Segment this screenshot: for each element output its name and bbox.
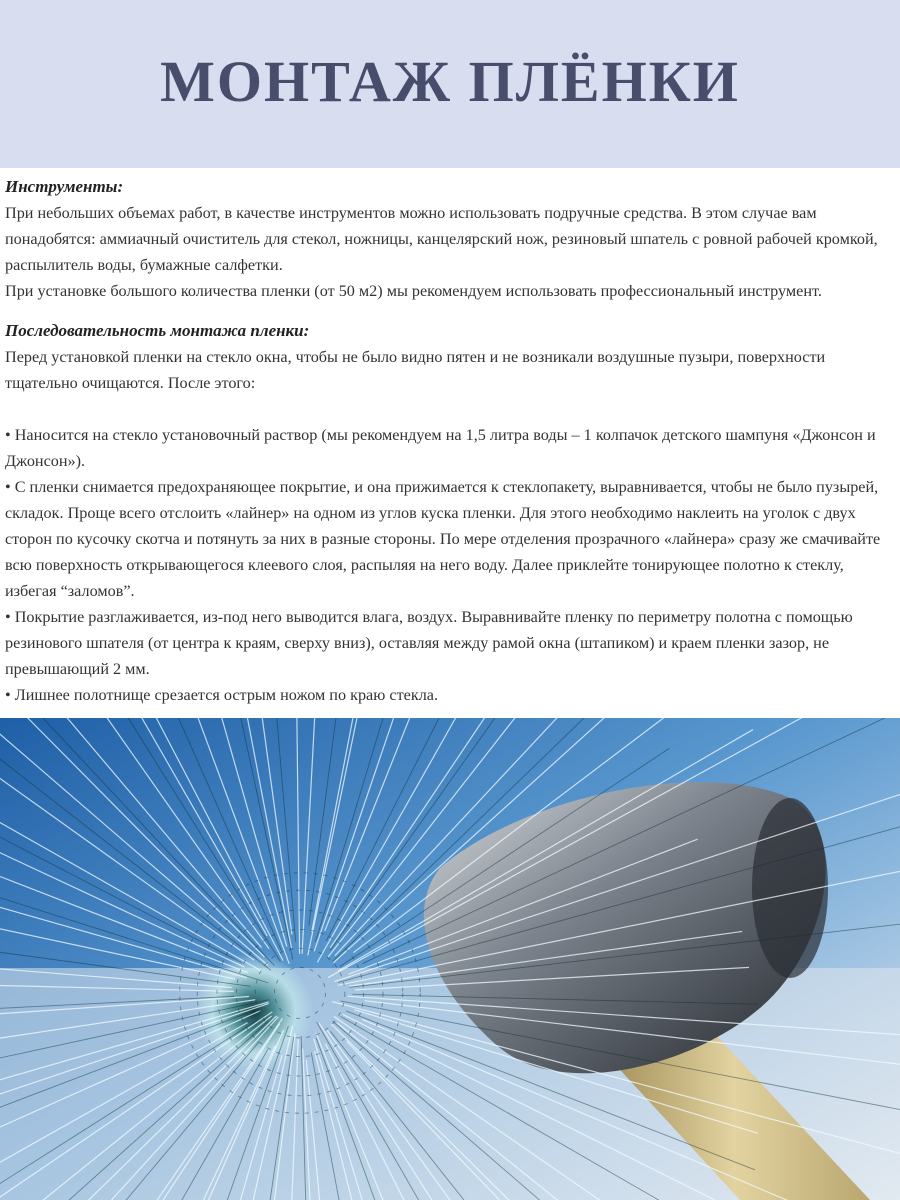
sequence-heading: Последовательность монтажа пленки: (5, 321, 310, 340)
step-item: • Лишнее полотнище срезается острым ножом по краю стекла. (5, 686, 438, 704)
step-item: • С пленки снимается предохраняющее покрытие, и она прижимается к стеклопакету, выравнивается, чтобы не было пузырей, складок. Проще всего отслоить «лайнер» на одном из углов куска пленки. Для этого необходимо наклеить на уголок с двух сторон по кусочку скотча и потянуть за них в разные стороны. По мере отделения прозрачного «лайнера» сразу же смачивайте всю поверхность открывающегося клеевого слоя, распыляя на него воду. Далее приклейте тонирующее полотно к стеклу, избегая “заломов”. (5, 478, 881, 600)
step-item: • Покрытие разглаживается, из-под него выводится влага, воздух. Выравнивайте пленку по периметру полотна с помощью резинового шпателя (от центра к краям, сверху вниз), оставляя между рамой окна (штапиком) и краем пленки зазор, не превышающий 2 мм. (5, 608, 853, 678)
shattered-glass-hammer-icon (0, 718, 900, 1200)
step-item: • Наносится на стекло установочный раствор (мы рекомендуем на 1,5 литра воды – 1 колпачок детского шампуня «Джонсон и Джонсон»). (5, 426, 876, 470)
shattered-glass-image (0, 718, 900, 1200)
tools-paragraph: При небольших объемах работ, в качестве инструментов можно использовать подручные средства. В этом случае вам понадобятся: аммиачный очиститель для стекол, ножницы, канцелярский нож, резиновый шпатель с ровной рабочей кромкой, распылитель воды, бумажные салфетки. (5, 204, 878, 274)
tools-paragraph-pro: При установке большого количества пленки (от 50 м2) мы рекомендуем использовать профессиональный инструмент. (5, 282, 822, 300)
title-banner (0, 0, 900, 168)
sequence-intro: Перед установкой пленки на стекло окна, чтобы не было видно пятен и не возникали воздушные пузыри, поверхности тщательно очищаются. После этого: (5, 348, 826, 392)
page-title: МОНТАЖ ПЛЁНКИ (160, 48, 740, 114)
instructions (5, 174, 893, 708)
tools-heading: Инструменты: (5, 177, 124, 196)
spacer (5, 396, 893, 422)
spacer (5, 304, 893, 318)
